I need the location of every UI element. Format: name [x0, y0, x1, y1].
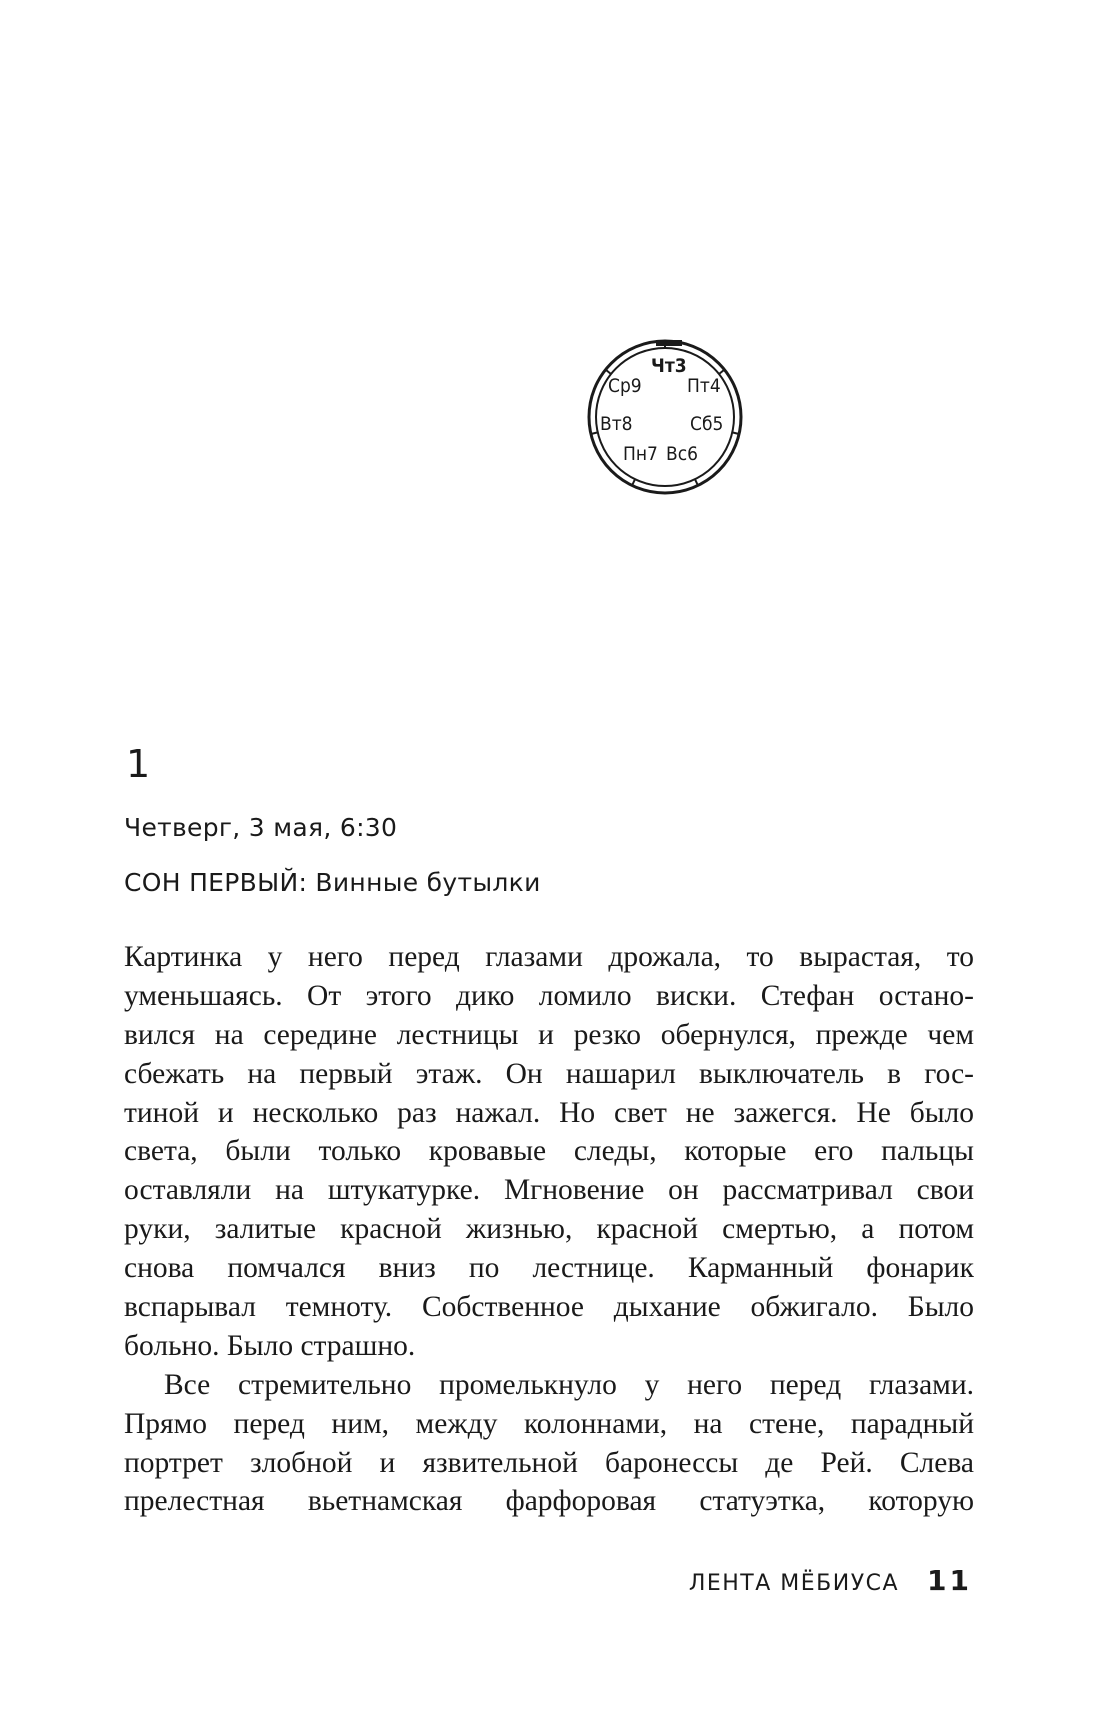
body-text — [124, 938, 974, 1521]
chapter-number: 1 — [126, 742, 151, 786]
text-line: сбежать на первый этаж. Он нашарил выключатель в гос- — [124, 1057, 974, 1090]
paragraph-1 — [124, 938, 974, 1366]
day-label-lower-left: Пн7 — [623, 443, 658, 465]
chapter-subtitle: СОН ПЕРВЫЙ: Винные бутылки — [124, 868, 541, 897]
day-label-upper-right: Пт4 — [687, 375, 721, 397]
day-wheel-graphic — [586, 338, 744, 496]
text-line: оставляли на штукатурке. Мгновение он рассматривал свои — [124, 1174, 974, 1207]
page-footer — [689, 1564, 972, 1597]
paragraph-2 — [124, 1366, 974, 1522]
running-title: ЛЕНТА МЁБИУСА — [688, 1571, 900, 1596]
text-line: тиной и несколько раз нажал. Но свет не зажегся. Не было — [124, 1096, 974, 1129]
text-line: Картинка у него перед глазами дрожала, то вырастая, то — [124, 941, 974, 973]
text-line: уменьшаясь. От этого дико ломило виски. Стефан остано- — [124, 979, 974, 1012]
day-label-lower-right: Вс6 — [666, 443, 698, 465]
text-line: портрет злобной и язвительной баронессы де Рей. Слева — [124, 1446, 974, 1479]
day-wheel-emblem — [586, 338, 744, 496]
text-line: Все стремительно промелькнуло у него перед глазами. — [164, 1368, 974, 1401]
text-line: снова помчался вниз по лестнице. Карманный фонарик — [124, 1252, 974, 1285]
text-line: Прямо перед ним, между колоннами, на стене, парадный — [124, 1407, 974, 1440]
page-number: 11 — [927, 1564, 972, 1597]
day-label-upper-left: Ср9 — [608, 375, 642, 397]
text-line: руки, залитые красной жизнью, красной смертью, а потом — [124, 1213, 974, 1246]
current-day-marker — [656, 340, 682, 346]
chapter-date: Четверг, 3 мая, 6:30 — [124, 813, 398, 842]
day-label-top: Чт3 — [651, 355, 687, 377]
text-line: прелестная вьетнамская фарфоровая статуэтка, которую — [124, 1485, 974, 1518]
text-line: больно. Было страшно. — [124, 1329, 416, 1362]
day-label-mid-left: Вт8 — [600, 413, 633, 435]
text-line: вился на середине лестницы и резко обернулся, прежде чем — [124, 1018, 974, 1051]
text-line: вспарывал темноту. Собственное дыхание обжигало. Было — [124, 1291, 974, 1324]
text-line: света, были только кровавые следы, которые его пальцы — [124, 1135, 974, 1168]
day-label-mid-right: Сб5 — [690, 413, 724, 435]
